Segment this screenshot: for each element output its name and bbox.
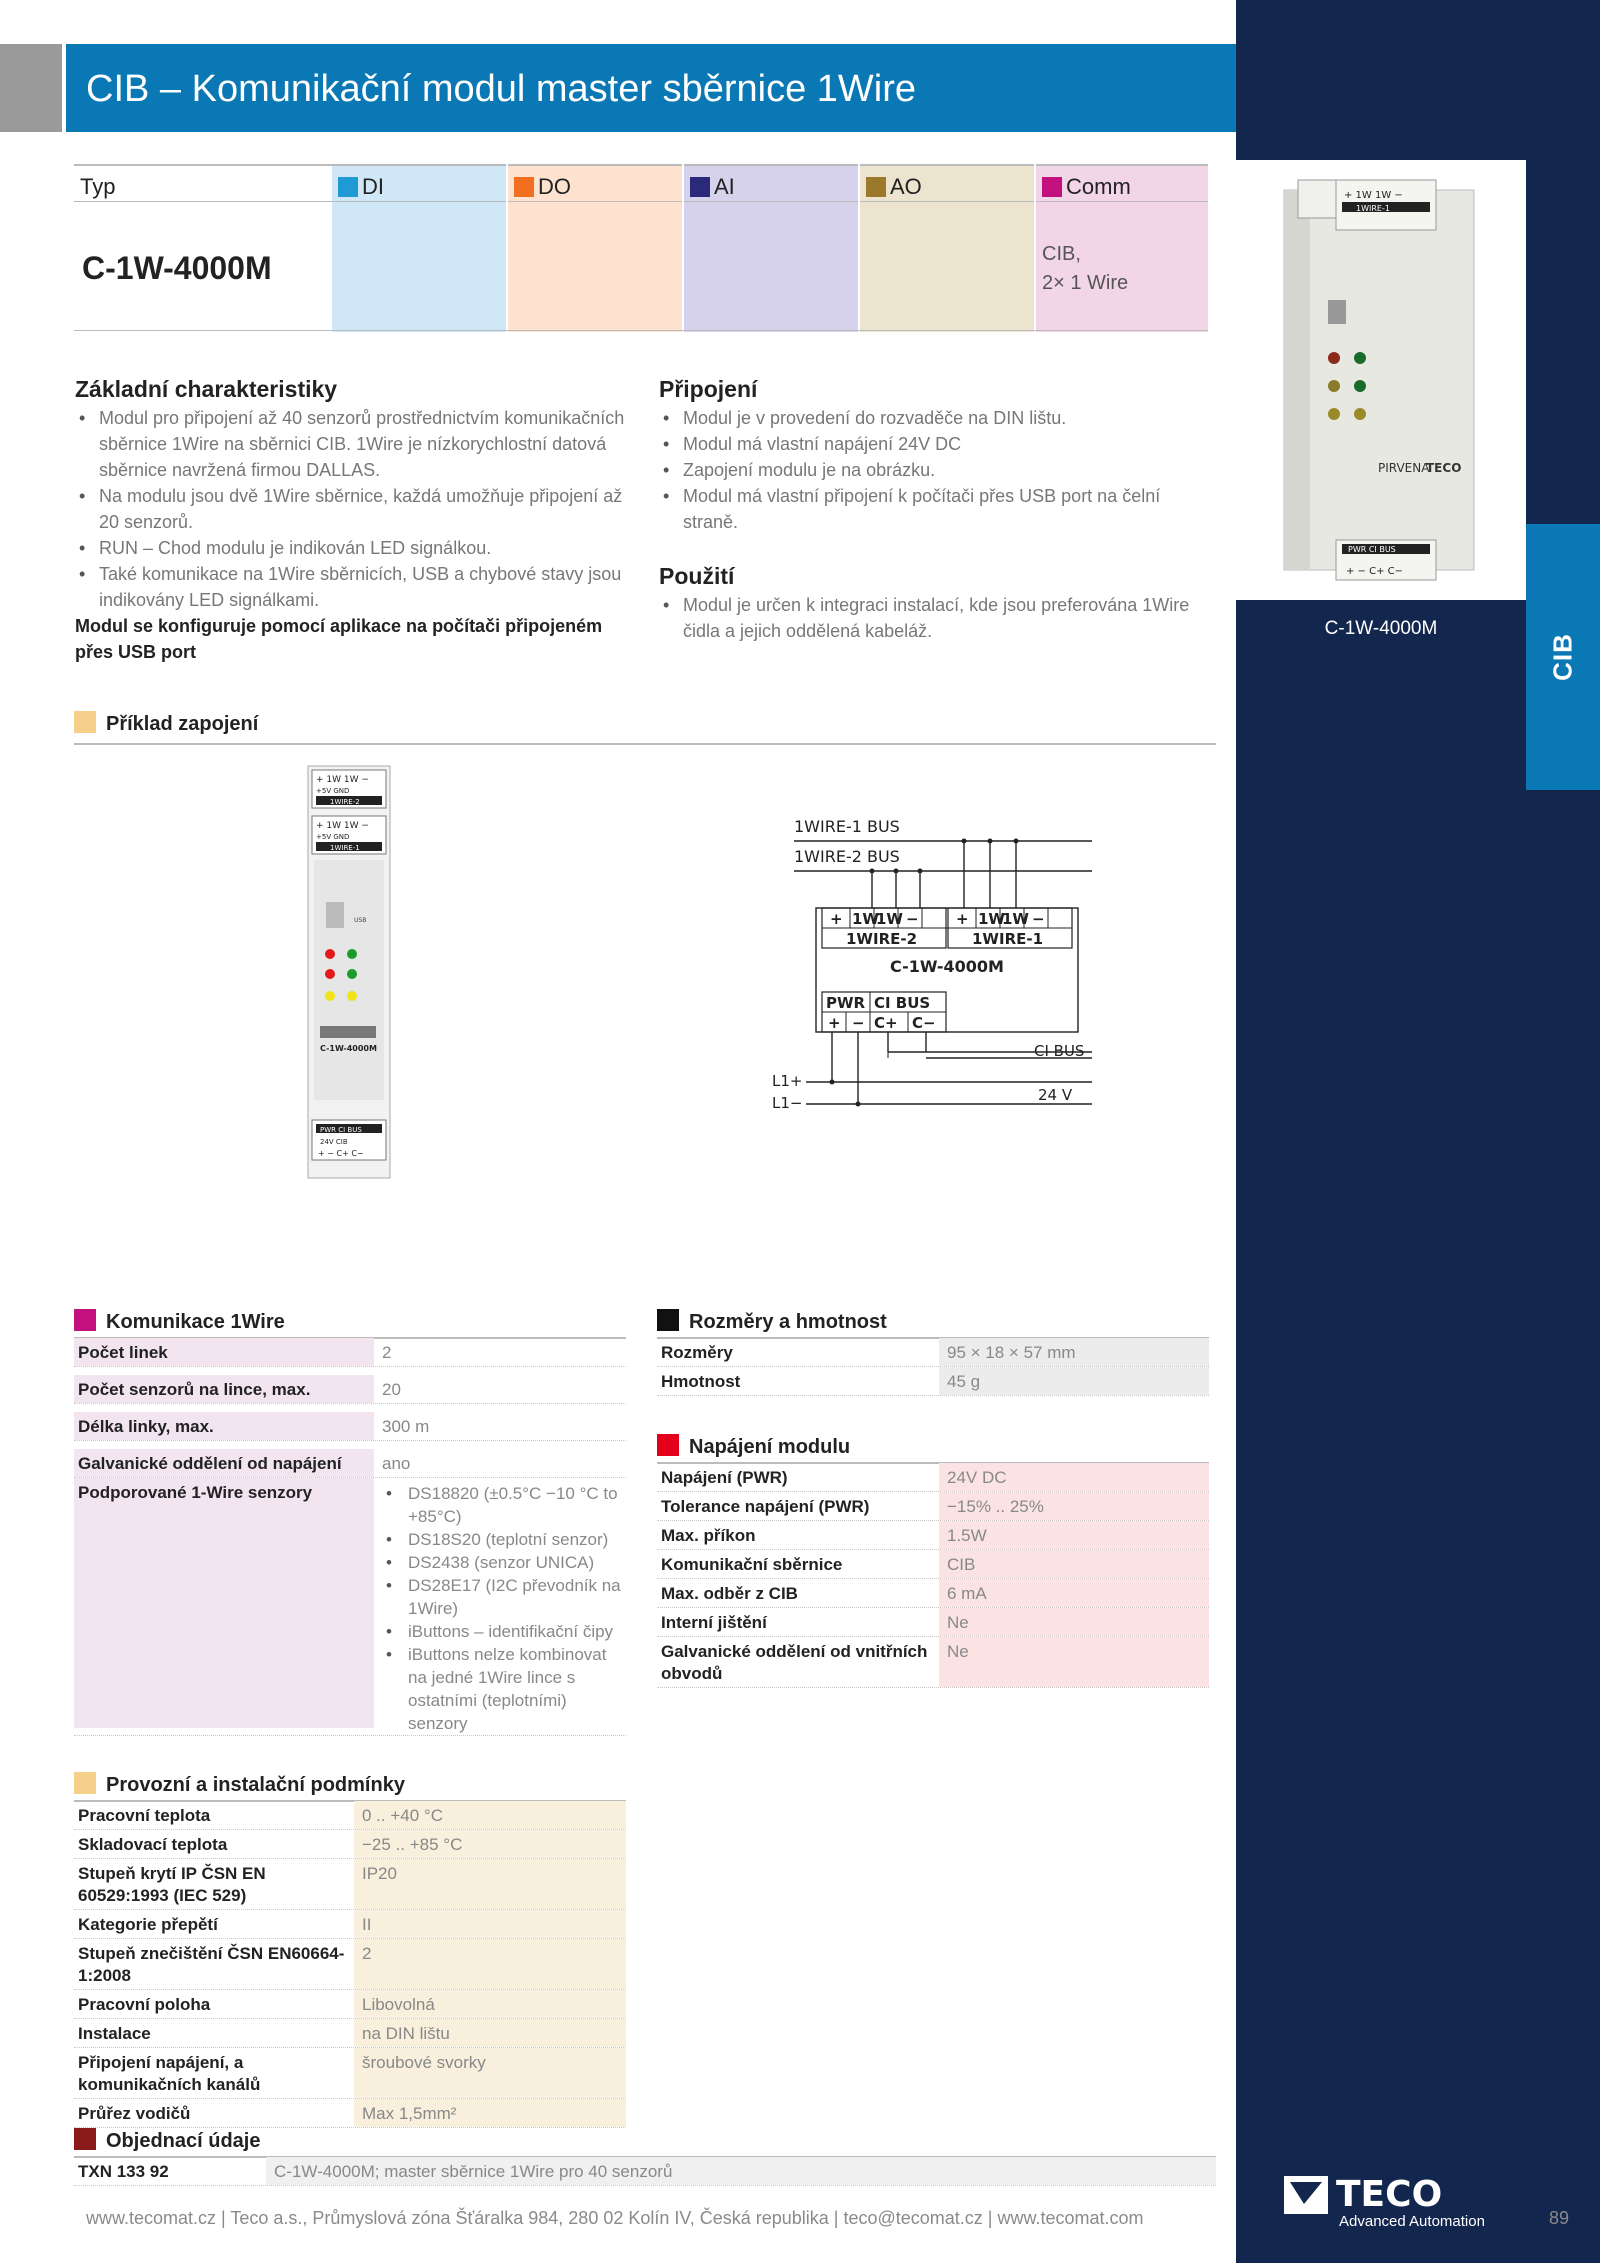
front-led-usb: [325, 969, 335, 979]
table-row: [657, 1338, 1209, 1367]
row-label: Kategorie přepětí: [78, 1915, 218, 1934]
comm-square: [74, 1309, 96, 1331]
led-1w1: [1328, 408, 1340, 420]
v24-label: 24 V: [1038, 1086, 1073, 1104]
comm-swatch: [1042, 177, 1062, 197]
row-label: Rozměry: [661, 1343, 733, 1362]
basic-bold-note: Modul se konfiguruje pomocí aplikace na počítači připojeném přes USB port: [75, 616, 603, 662]
order-title: Objednací údaje: [106, 2130, 261, 2152]
row-value: 20: [382, 1380, 401, 1399]
connection-title: Připojení: [659, 376, 758, 402]
comm-value-1: CIB,: [1042, 243, 1081, 265]
front-usb-label: USB: [354, 917, 367, 924]
comm-value: [1042, 240, 1128, 298]
wiring-pin-minus: −: [852, 1014, 865, 1032]
front-top-sub-1: +5V GND: [316, 833, 350, 841]
usage-list: [659, 592, 1219, 644]
junction-dot: [870, 869, 875, 874]
connection-section: [659, 376, 1219, 535]
side-tab-cib[interactable]: [1526, 524, 1600, 790]
head-typ: Typ: [74, 164, 332, 202]
head-ao: [860, 164, 1034, 202]
table-row: [74, 1449, 626, 1478]
head-do: [508, 164, 682, 202]
basic-section: [75, 376, 635, 665]
dims-header: [657, 1309, 1217, 1335]
junction-dot: [1014, 839, 1019, 844]
dims-title: Rozměry a hmotnost: [689, 1311, 887, 1333]
table-row: [657, 1608, 1209, 1637]
row-value: Max 1,5mm²: [354, 2099, 626, 2127]
table-row: [74, 1412, 626, 1441]
device-top-terminals: + 1W 1W −: [1344, 190, 1403, 201]
table-row: [74, 1830, 626, 1859]
col-typ: [74, 164, 332, 332]
table-row: [74, 2157, 1216, 2186]
front-module-code: C-1W-4000M: [320, 1044, 377, 1053]
dims-square: [657, 1309, 679, 1331]
type-table: [74, 164, 1208, 332]
ao-label: AO: [890, 174, 922, 199]
list-item: • DS2438 (senzor UNICA): [374, 1551, 626, 1574]
l1-plus-label: L1+: [772, 1072, 803, 1090]
row-value: Ne: [939, 1637, 1209, 1687]
led-1w2: [1354, 408, 1366, 420]
order-square: [74, 2128, 96, 2150]
list-item: • Modul má vlastní napájení 24V DC: [659, 431, 1219, 457]
device-brand: PIRVENA: [1378, 461, 1430, 475]
wiring-diagram: [766, 812, 1106, 1122]
front-top-terminals-2: + 1W 1W −: [316, 775, 369, 785]
row-value: ano: [382, 1454, 411, 1473]
row-value: 24V DC: [939, 1463, 1209, 1491]
term-minus-2: −: [906, 910, 919, 928]
row-value: 95 × 18 × 57 mm: [939, 1338, 1209, 1366]
junction-dot: [830, 1080, 835, 1085]
term-1w-2a: 1W: [852, 910, 879, 928]
list-item: • RUN – Chod modulu je indikován LED signálkou.: [75, 535, 635, 561]
row-label: Skladovací teplota: [78, 1835, 228, 1854]
row-label: Stupeň krytí IP ČSN EN 60529:1993 (IEC 529): [78, 1864, 266, 1905]
do-label: DO: [538, 174, 571, 199]
basic-title: Základní charakteristiky: [75, 376, 338, 402]
device-top-label: 1WIRE-1: [1356, 204, 1390, 213]
row-label: Připojení napájení, a komunikačních kanálů: [78, 2053, 261, 2094]
row-value: −25 .. +85 °C: [354, 1830, 626, 1858]
table-row: [74, 2048, 626, 2099]
power-title: Napájení modulu: [689, 1436, 851, 1458]
dims-table: [657, 1338, 1209, 1396]
row-label: Délka linky, max.: [74, 1412, 374, 1440]
cibus-line-label: CI BUS: [1034, 1042, 1085, 1060]
row-value: Libovolná: [354, 1990, 626, 2018]
row-value: na DIN lištu: [354, 2019, 626, 2047]
power-header: [657, 1434, 1217, 1460]
head-ai: [684, 164, 858, 202]
row-label: Počet linek: [74, 1338, 374, 1366]
side-tab-label: CIB: [1547, 633, 1578, 681]
table-row: [657, 1637, 1209, 1688]
row-label: Galvanické oddělení od napájení: [74, 1449, 374, 1477]
ao-swatch: [866, 177, 886, 197]
comm-label: Comm: [1066, 174, 1131, 199]
junction-dot: [856, 1102, 861, 1107]
wiring-pin-cplus: C+: [874, 1014, 898, 1032]
footer-text: www.tecomat.cz | Teco a.s., Průmyslová zóna Šťáralka 984, 280 02 Kolín IV, Česká republika | teco@tecomat.cz | www.tecomat.com: [86, 2208, 1144, 2228]
order-code: TXN 133 92: [78, 2162, 169, 2181]
device-bottom-pins: + − C+ C−: [1346, 566, 1404, 577]
table-row: [657, 1492, 1209, 1521]
wiring-pwr: PWR: [826, 994, 866, 1012]
row-value: 2: [354, 1939, 626, 1989]
list-item: • DS18S20 (teplotní senzor): [374, 1528, 626, 1551]
row-label: Instalace: [78, 2024, 151, 2043]
list-item: • DS28E17 (I2C převodník na 1Wire): [374, 1574, 626, 1620]
row-label: Stupeň znečištění ČSN EN60664-1:2008: [78, 1944, 345, 1985]
list-item: • Modul pro připojení až 40 senzorů prostřednictvím komunikačních sběrnice 1Wire na sběrnici CIB. 1Wire je nízkorychlostní datová sběrnice navržená firmou DALLAS.: [75, 405, 635, 483]
device-photo: [1236, 160, 1526, 600]
term-1w-1a: 1W: [978, 910, 1005, 928]
wiring-cibus: CI BUS: [874, 994, 931, 1012]
front-bottom-header: PWR CI BUS: [320, 1126, 362, 1134]
row-label: Průřez vodičů: [78, 2104, 191, 2123]
table-row: [74, 1801, 626, 1830]
row-label: Pracovní poloha: [78, 1995, 211, 2014]
order-header: [74, 2128, 634, 2154]
logo-subtitle: Advanced Automation: [1339, 2213, 1485, 2230]
col-di: [332, 164, 506, 332]
type-table-bottom-rule: [74, 330, 1208, 331]
term-plus-1: +: [956, 910, 969, 928]
operating-header: [74, 1772, 634, 1798]
term-plus-2: +: [830, 910, 843, 928]
module-front-drawing: [306, 764, 392, 1180]
order-desc: C-1W-4000M; master sběrnice 1Wire pro 40 senzorů: [266, 2157, 1216, 2185]
page-title: CIB – Komunikační modul master sběrnice 1Wire: [66, 44, 1236, 132]
comm-title: Komunikace 1Wire: [106, 1311, 285, 1333]
table-row: [74, 1990, 626, 2019]
front-top-terminals-1: + 1W 1W −: [316, 821, 369, 831]
list-item: • Na modulu jsou dvě 1Wire sběrnice, každá umožňuje připojení až 20 senzorů.: [75, 483, 635, 535]
row-value: 0 .. +40 °C: [354, 1801, 626, 1829]
example-header: [74, 711, 574, 737]
front-label-1wire2: 1WIRE-2: [330, 798, 360, 806]
row-label: Tolerance napájení (PWR): [661, 1497, 870, 1516]
list-item: • Modul je v provedení do rozvaděče na DIN lištu.: [659, 405, 1219, 431]
row-value: Ne: [939, 1608, 1209, 1636]
table-row: [74, 1859, 626, 1910]
table-row: [657, 1463, 1209, 1492]
front-led-pwr: [347, 969, 357, 979]
row-value: 300 m: [382, 1417, 430, 1436]
led-run: [1354, 352, 1366, 364]
wiring-module-name: C-1W-4000M: [890, 957, 1004, 976]
row-label: Pracovní teplota: [78, 1806, 211, 1825]
head-comm: [1036, 164, 1208, 202]
table-row: [657, 1579, 1209, 1608]
list-item: • iButtons – identifikační čipy: [374, 1620, 626, 1643]
example-square: [74, 711, 96, 733]
usage-section: [659, 563, 1219, 644]
operating-title: Provozní a instalační podmínky: [106, 1774, 405, 1796]
l1-minus-label: L1−: [772, 1094, 803, 1112]
row-value: −15% .. 25%: [939, 1492, 1209, 1520]
row-value: CIB: [939, 1550, 1209, 1578]
term-minus-1: −: [1032, 910, 1045, 928]
led-usb: [1328, 380, 1340, 392]
front-led-run: [347, 949, 357, 959]
example-title: Příklad zapojení: [106, 713, 259, 735]
table-row: [74, 1338, 626, 1367]
bus2-label: 1WIRE-2 BUS: [794, 847, 900, 866]
wiring-pin-cminus: C−: [912, 1014, 936, 1032]
ai-swatch: [690, 177, 710, 197]
group-1wire1: 1WIRE-1: [972, 930, 1044, 948]
row-value: IP20: [354, 1859, 626, 1909]
list-item: • Modul je určen k integraci instalací, kde jsou preferována 1Wire čidla a jejich oddělená kabeláž.: [659, 592, 1219, 644]
term-1w-1b: 1W: [1002, 910, 1029, 928]
table-row: [74, 1478, 626, 1736]
power-square: [657, 1434, 679, 1456]
row-value: II: [354, 1910, 626, 1938]
row-value: 6 mA: [939, 1579, 1209, 1607]
ai-label: AI: [714, 174, 735, 199]
list-item: • Modul má vlastní připojení k počítači přes USB port na čelní straně.: [659, 483, 1219, 535]
list-item: • DS18820 (±0.5°C −10 °C to +85°C): [374, 1482, 626, 1528]
row-label: Interní jištění: [661, 1613, 767, 1632]
usage-title: Použití: [659, 563, 735, 589]
row-label: Hmotnost: [661, 1372, 741, 1391]
di-label: DI: [362, 174, 384, 199]
row-label: Napájení (PWR): [661, 1468, 788, 1487]
col-ai: [684, 164, 858, 332]
front-led-1w1: [325, 991, 335, 1001]
logo-text: TECO: [1336, 2174, 1443, 2214]
do-swatch: [514, 177, 534, 197]
table-row: [74, 1910, 626, 1939]
table-row: [74, 1939, 626, 1990]
table-row: [657, 1367, 1209, 1396]
device-photo-area: [1236, 160, 1526, 600]
col-ao: [860, 164, 1034, 332]
front-bottom-pins: + − C+ C−: [318, 1149, 364, 1158]
table-row: [74, 2019, 626, 2048]
front-led-1w2: [347, 991, 357, 1001]
front-bottom-sub: 24V CIB: [320, 1138, 348, 1146]
power-table: [657, 1463, 1209, 1688]
teco-logo: [1284, 2170, 1474, 2214]
operating-table: [74, 1801, 626, 2128]
row-value: šroubové svorky: [354, 2048, 626, 2098]
sensor-list: [374, 1478, 626, 1735]
table-row: [74, 2099, 626, 2128]
col-comm: [1036, 164, 1208, 332]
di-swatch: [338, 177, 358, 197]
led-err: [1328, 352, 1340, 364]
front-top-sub-2: +5V GND: [316, 787, 350, 795]
led-pwr: [1354, 380, 1366, 392]
row-label: Max. příkon: [661, 1526, 756, 1545]
list-item: • Také komunikace na 1Wire sběrnicích, USB a chybové stavy jsou indikovány LED signálkami.: [75, 561, 635, 613]
operating-square: [74, 1772, 96, 1794]
comm-header: [74, 1309, 634, 1335]
junction-dot: [962, 839, 967, 844]
list-item: • Zapojení modulu je na obrázku.: [659, 457, 1219, 483]
device-brand2: TECO: [1426, 461, 1462, 475]
comm-value-2: 2× 1 Wire: [1042, 272, 1129, 294]
head-di: [332, 164, 506, 202]
title-accent: [0, 44, 62, 132]
comm-table: [74, 1338, 626, 1736]
list-item: • iButtons nelze kombinovat na jedné 1Wire lince s ostatními (teplotními) senzory: [374, 1643, 626, 1735]
col-do: [508, 164, 682, 332]
row-value: 1.5W: [939, 1521, 1209, 1549]
row-value: 45 g: [939, 1367, 1209, 1395]
table-row: [74, 1375, 626, 1404]
wiring-pin-plus: +: [828, 1014, 841, 1032]
row-label: Max. odběr z CIB: [661, 1584, 798, 1603]
order-table: [74, 2157, 1216, 2186]
page-number: 89: [1549, 2208, 1570, 2228]
table-row: [657, 1521, 1209, 1550]
group-1wire2: 1WIRE-2: [846, 930, 918, 948]
device-bottom-terminals: PWR CI BUS: [1348, 545, 1396, 554]
connection-list: [659, 405, 1219, 535]
table-row: [657, 1550, 1209, 1579]
row-label: Počet senzorů na lince, max.: [74, 1375, 374, 1403]
junction-dot: [894, 869, 899, 874]
row-value: 2: [382, 1343, 392, 1362]
example-rule: [74, 743, 1216, 745]
row-label: Galvanické oddělení od vnitřních obvodů: [661, 1642, 928, 1683]
device-caption: C-1W-4000M: [1324, 618, 1438, 639]
front-led-err: [325, 949, 335, 959]
front-label-1wire1: 1WIRE-1: [330, 844, 360, 852]
junction-dot: [918, 869, 923, 874]
row-label: Komunikační sběrnice: [661, 1555, 843, 1574]
junction-dot: [988, 839, 993, 844]
row-label: Podporované 1-Wire senzory: [74, 1478, 374, 1728]
type-code: C-1W-4000M: [82, 250, 272, 286]
basic-list: [75, 405, 635, 613]
term-1w-2b: 1W: [876, 910, 903, 928]
bus1-label: 1WIRE-1 BUS: [794, 817, 900, 836]
